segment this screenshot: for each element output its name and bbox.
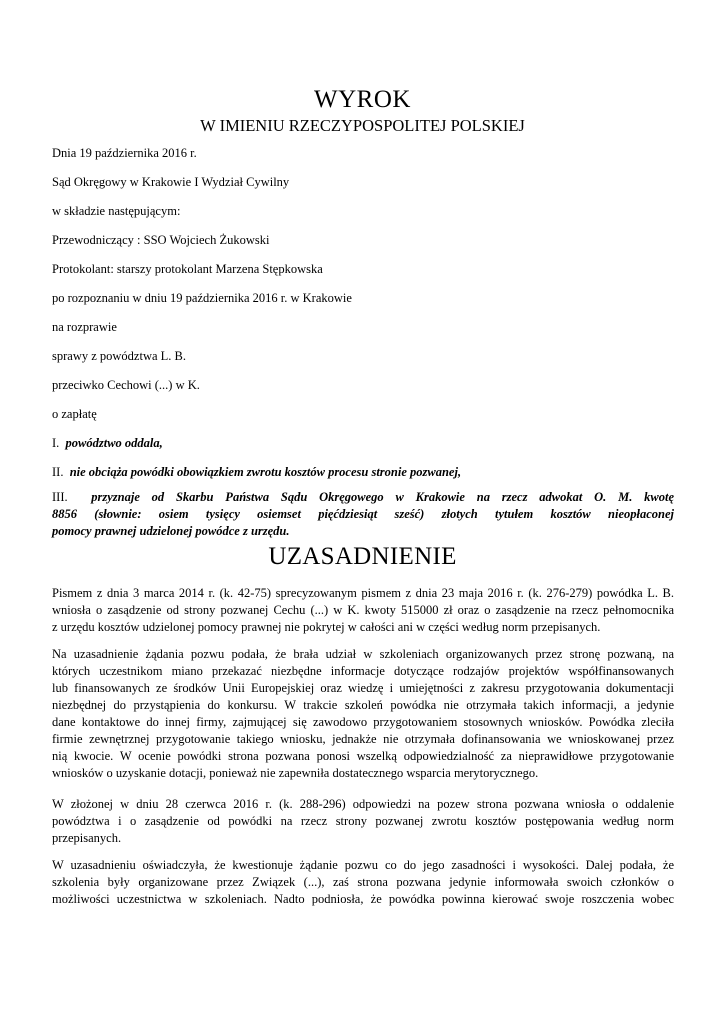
ruling-text: powództwo oddala,: [65, 436, 163, 450]
ruling-text: nie obciąża powódki obowiązkiem zwrotu kosztów procesu stronie pozwanej,: [69, 465, 462, 479]
plaintiff-line: sprawy z powództwa L. B.: [52, 349, 186, 363]
ruling-3-line: pomocy prawnej udzielonej powódce z urzędu.: [52, 524, 290, 538]
composition-line: w składzie następującym:: [52, 204, 181, 218]
justification-title: UZASADNIENIE: [268, 543, 457, 570]
court-line: Sąd Okręgowy w Krakowie I Wydział Cywilny: [52, 175, 290, 189]
ruling-3: [52, 489, 674, 540]
paragraph-line: z urzędu kosztów udzielonej pomocy prawnej nie pokrytej w całości ani w części według norm przepisanych.: [52, 620, 601, 634]
ruling-3-line: 8856 (słownie: osiem tysięcy osiemset pięćdziesiąt sześć) złotych tytułem kosztów nieopłaconej: [52, 507, 674, 521]
clerk-line: Protokolant: starszy protokolant Marzena Stępkowska: [52, 262, 323, 276]
paragraph-line: których uczestnikom miano przekazać niezbędne informacje dotyczące rodzajów projektów współfinansowanych: [52, 664, 674, 678]
paragraph-line: W złożonej w dniu 28 czerwca 2016 r. (k. 288-296) odpowiedzi na pozew strona pozwana wniosła o oddalenie: [52, 797, 674, 811]
document-subtitle: W IMIENIU RZECZYPOSPOLITEJ POLSKIEJ: [200, 116, 525, 135]
justification-paragraph-4: [52, 857, 674, 908]
document-title: WYROK: [314, 86, 411, 113]
paragraph-line: firmie zewnętrznej przygotowanie takiego wniosku, jednakże nie otrzymała dofinansowania we wnioskowanej przez: [52, 732, 674, 746]
paragraph-line: Na uzasadnienie żądania pozwu podała, że brała udział w szkoleniach organizowanych przez stronę pozwaną, na: [52, 647, 674, 661]
ruling-number: III.: [52, 490, 68, 504]
paragraph-line: przepisanych.: [52, 831, 122, 845]
paragraph-line: lub finansowanych ze środków Unii Europejskiej oraz wiedzę i umiejętności z zakresu przygotowania dokumentacji: [52, 681, 674, 695]
justification-paragraph-3: [52, 796, 674, 847]
ruling-text: przyznaje od Skarbu Państwa Sądu Okręgowego w Krakowie na rzecz adwokat O. M. kwotę: [91, 490, 674, 504]
defendant-line: przeciwko Cechowi (...) w K.: [52, 378, 200, 392]
ruling-1: [52, 436, 163, 451]
trial-line: na rozprawie: [52, 320, 117, 334]
hearing-line: po rozpoznaniu w dniu 19 października 2016 r. w Krakowie: [52, 291, 352, 305]
ruling-number: II.: [52, 465, 64, 479]
paragraph-line: możliwości uczestnictwa w szkoleniach. Nadto podniosła, że powódka powinna kierować swoje roszczenia wobec: [52, 892, 674, 906]
ruling-2: [52, 465, 461, 480]
ruling-number: I.: [52, 436, 60, 450]
paragraph-line: wniosków o uzyskanie dotacji, ponieważ nie zapewniła dostatecznego wsparcia merytorycznego.: [52, 766, 539, 780]
paragraph-line: powództwa i o zasądzenie od powódki na rzecz strony pozwanej zwrotu kosztów postępowania według norm: [52, 814, 674, 828]
presiding-judge-line: Przewodniczący : SSO Wojciech Żukowski: [52, 233, 270, 247]
paragraph-line: dane kontaktowe do innej firmy, zajmującej się zawodowo przygotowaniem stosownych wniosków. Powódka zleciła: [52, 715, 674, 729]
paragraph-line: nią kwocie. W ocenie powódki strona pozwana ponosi wszelką odpowiedzialność za nieprawidłowe przygotowanie: [52, 749, 674, 763]
paragraph-line: wniosła o zasądzenie od strony pozwanej Cechu (...) w K. kwoty 515000 zł oraz o zasądzenie na rzecz pełnomocnika: [52, 603, 674, 617]
paragraph-line: W uzasadnieniu oświadczyła, że kwestionuje żądanie pozwu co do jego zasadności i wysokości. Dalej podała, że: [52, 858, 674, 872]
paragraph-line: Pismem z dnia 3 marca 2014 r. (k. 42-75) sprecyzowanym pismem z dnia 23 maja 2016 r. (k. 276-279) powódka L. B.: [52, 586, 674, 600]
paragraph-line: szkolenia były organizowane przez Związek (...), zaś strona pozwana jedynie informowała swoich członków o: [52, 875, 674, 889]
ruling-3-line: [52, 489, 674, 506]
date-line: Dnia 19 października 2016 r.: [52, 146, 197, 160]
paragraph-line: niezbędnej do przystąpienia do konkursu. W trakcie szkoleń powódka nie otrzymała takich informacji, a jedynie: [52, 698, 674, 712]
subject-line: o zapłatę: [52, 407, 97, 421]
justification-paragraph-2: [52, 646, 674, 782]
justification-paragraph-1: [52, 585, 674, 636]
